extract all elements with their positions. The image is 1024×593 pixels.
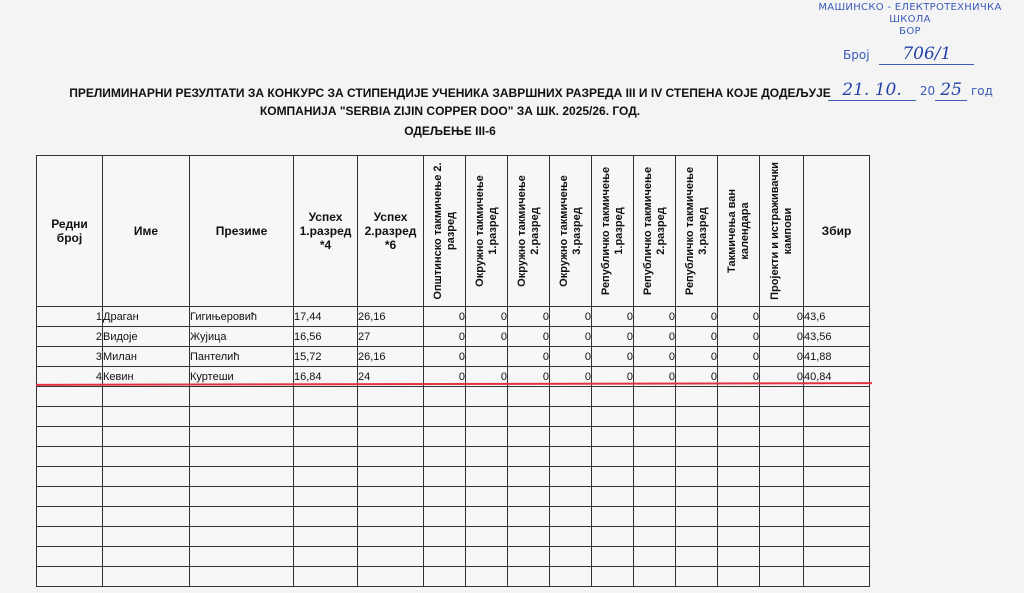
table-row <box>37 327 870 347</box>
school-name: МАШИНСКО - ЕЛЕКТРОТЕХНИЧКА ШКОЛА <box>818 2 1002 25</box>
cell-c1: 0 <box>424 307 466 327</box>
empty-cell <box>424 427 466 447</box>
empty-cell <box>634 407 676 427</box>
empty-cell <box>804 547 870 567</box>
header-c1: Општинско такмичење 2. разред <box>424 156 466 307</box>
empty-cell <box>676 467 718 487</box>
empty-cell <box>424 547 466 567</box>
empty-cell <box>190 527 294 547</box>
empty-cell <box>508 507 550 527</box>
empty-cell <box>718 447 760 467</box>
cell-c1: 0 <box>424 367 466 387</box>
cell-no: 1 <box>37 307 103 327</box>
empty-cell <box>466 387 508 407</box>
empty-cell <box>190 467 294 487</box>
empty-row <box>37 507 870 527</box>
empty-cell <box>592 567 634 587</box>
cell-sum: 41,88 <box>804 347 870 367</box>
date-year-suffix: 25 <box>935 80 967 101</box>
empty-cell <box>634 387 676 407</box>
empty-cell <box>37 407 103 427</box>
cell-c8: 0 <box>718 347 760 367</box>
cell-no: 4 <box>37 367 103 387</box>
empty-cell <box>37 507 103 527</box>
empty-cell <box>718 387 760 407</box>
empty-cell <box>508 447 550 467</box>
empty-cell <box>508 407 550 427</box>
empty-cell <box>634 447 676 467</box>
empty-cell <box>550 507 592 527</box>
empty-row <box>37 447 870 467</box>
empty-cell <box>424 567 466 587</box>
cell-c7: 0 <box>676 307 718 327</box>
empty-cell <box>358 427 424 447</box>
cell-c4: 0 <box>550 367 592 387</box>
empty-cell <box>676 547 718 567</box>
cell-c8: 0 <box>718 327 760 347</box>
empty-cell <box>804 407 870 427</box>
empty-cell <box>190 387 294 407</box>
empty-cell <box>508 487 550 507</box>
empty-cell <box>424 487 466 507</box>
empty-cell <box>804 567 870 587</box>
cell-g2: 26,16 <box>358 307 424 327</box>
empty-cell <box>676 507 718 527</box>
empty-cell <box>37 547 103 567</box>
empty-cell <box>760 407 804 427</box>
empty-cell <box>592 507 634 527</box>
cell-c7: 0 <box>676 367 718 387</box>
empty-cell <box>592 447 634 467</box>
empty-cell <box>634 567 676 587</box>
empty-cell <box>37 487 103 507</box>
empty-cell <box>676 427 718 447</box>
empty-row <box>37 467 870 487</box>
number-value: 706/1 <box>879 44 974 65</box>
empty-cell <box>804 487 870 507</box>
empty-cell <box>804 427 870 447</box>
cell-surname: Пантелић <box>190 347 294 367</box>
empty-cell <box>424 407 466 427</box>
empty-cell <box>103 467 190 487</box>
empty-cell <box>634 487 676 507</box>
cell-surname: Гигињеровић <box>190 307 294 327</box>
empty-cell <box>676 407 718 427</box>
empty-cell <box>718 487 760 507</box>
empty-cell <box>676 567 718 587</box>
year-label: год <box>970 84 993 98</box>
cell-c2: 0 <box>466 367 508 387</box>
empty-cell <box>103 527 190 547</box>
cell-c3: 0 <box>508 367 550 387</box>
header-c7: Републичко такмичење 3.разред <box>676 156 718 307</box>
empty-cell <box>466 547 508 567</box>
title-line-1: ПРЕЛИМИНАРНИ РЕЗУЛТАТИ ЗА КОНКУРС ЗА СТИПЕНДИЈЕ УЧЕНИКА ЗАВРШНИХ РАЗРЕДА III И IV СТЕПЕНА КОЈЕ ДОДЕЉУЈЕ <box>69 86 831 100</box>
empty-cell <box>760 427 804 447</box>
empty-cell <box>103 427 190 447</box>
school-city: БОР <box>899 26 921 37</box>
empty-cell <box>550 527 592 547</box>
cell-sum: 43,6 <box>804 307 870 327</box>
empty-cell <box>358 387 424 407</box>
empty-cell <box>804 507 870 527</box>
empty-cell <box>294 567 358 587</box>
empty-cell <box>718 547 760 567</box>
empty-cell <box>508 547 550 567</box>
cell-c6: 0 <box>634 307 676 327</box>
cell-c2: 0 <box>466 307 508 327</box>
empty-cell <box>37 527 103 547</box>
empty-cell <box>676 487 718 507</box>
empty-cell <box>466 527 508 547</box>
empty-cell <box>424 527 466 547</box>
empty-cell <box>294 447 358 467</box>
empty-cell <box>760 527 804 547</box>
results-table <box>36 155 870 587</box>
cell-c3: 0 <box>508 347 550 367</box>
empty-cell <box>424 447 466 467</box>
empty-cell <box>718 467 760 487</box>
cell-c2: 0 <box>466 327 508 347</box>
cell-c3: 0 <box>508 307 550 327</box>
empty-cell <box>634 547 676 567</box>
cell-c5: 0 <box>592 307 634 327</box>
empty-cell <box>190 407 294 427</box>
empty-row <box>37 427 870 447</box>
empty-cell <box>676 447 718 467</box>
empty-cell <box>424 467 466 487</box>
empty-cell <box>103 387 190 407</box>
empty-cell <box>760 547 804 567</box>
cell-c9: 0 <box>760 307 804 327</box>
empty-cell <box>550 467 592 487</box>
empty-row <box>37 387 870 407</box>
empty-cell <box>634 527 676 547</box>
empty-row <box>37 487 870 507</box>
cell-g2: 27 <box>358 327 424 347</box>
empty-cell <box>550 547 592 567</box>
empty-cell <box>592 527 634 547</box>
empty-cell <box>634 427 676 447</box>
table-row <box>37 347 870 367</box>
empty-cell <box>358 487 424 507</box>
empty-cell <box>718 507 760 527</box>
cell-sum: 43,56 <box>804 327 870 347</box>
header-c5: Републичко такмичење 1.разред <box>592 156 634 307</box>
empty-cell <box>508 387 550 407</box>
header-surname: Презиме <box>190 156 294 307</box>
empty-cell <box>466 447 508 467</box>
empty-cell <box>103 507 190 527</box>
empty-cell <box>37 447 103 467</box>
empty-cell <box>466 487 508 507</box>
cell-c8: 0 <box>718 307 760 327</box>
empty-cell <box>508 567 550 587</box>
empty-cell <box>37 467 103 487</box>
empty-cell <box>294 467 358 487</box>
empty-cell <box>294 427 358 447</box>
empty-cell <box>804 387 870 407</box>
cell-name: Драган <box>103 307 190 327</box>
header-c9: Пројекти и истраживачки кампови <box>760 156 804 307</box>
cell-g1: 16,56 <box>294 327 358 347</box>
empty-cell <box>294 547 358 567</box>
empty-cell <box>358 567 424 587</box>
empty-cell <box>466 467 508 487</box>
empty-cell <box>103 547 190 567</box>
cell-c4: 0 <box>550 327 592 347</box>
empty-cell <box>718 527 760 547</box>
empty-cell <box>466 407 508 427</box>
empty-cell <box>466 507 508 527</box>
empty-cell <box>466 567 508 587</box>
cell-surname: Жујица <box>190 327 294 347</box>
empty-cell <box>592 467 634 487</box>
empty-cell <box>424 387 466 407</box>
empty-cell <box>358 447 424 467</box>
document-date <box>828 80 993 101</box>
empty-cell <box>294 407 358 427</box>
cell-c1: 0 <box>424 347 466 367</box>
empty-cell <box>466 427 508 447</box>
empty-cell <box>294 487 358 507</box>
cell-c9: 0 <box>760 327 804 347</box>
header-c6: Републичко такмичење 2.разред <box>634 156 676 307</box>
cell-surname: Куртеши <box>190 367 294 387</box>
school-stamp <box>800 2 1020 38</box>
empty-cell <box>550 487 592 507</box>
empty-cell <box>508 467 550 487</box>
empty-cell <box>634 467 676 487</box>
empty-cell <box>550 427 592 447</box>
cell-g1: 16,84 <box>294 367 358 387</box>
empty-cell <box>358 407 424 427</box>
empty-cell <box>37 427 103 447</box>
table-row <box>37 307 870 327</box>
empty-cell <box>592 407 634 427</box>
empty-cell <box>550 387 592 407</box>
empty-cell <box>804 527 870 547</box>
cell-c8: 0 <box>718 367 760 387</box>
cell-c3: 0 <box>508 327 550 347</box>
empty-cell <box>358 527 424 547</box>
cell-g1: 15,72 <box>294 347 358 367</box>
empty-cell <box>718 407 760 427</box>
empty-cell <box>358 507 424 527</box>
empty-cell <box>592 387 634 407</box>
empty-cell <box>760 487 804 507</box>
empty-cell <box>760 567 804 587</box>
cell-no: 3 <box>37 347 103 367</box>
cell-c4: 0 <box>550 307 592 327</box>
document-number <box>843 44 974 65</box>
header-c3: Окружно такмичење 2.разред <box>508 156 550 307</box>
cell-c6: 0 <box>634 327 676 347</box>
number-label: Број <box>843 48 870 62</box>
empty-cell <box>760 387 804 407</box>
cell-c5: 0 <box>592 347 634 367</box>
empty-cell <box>508 427 550 447</box>
cell-name: Милан <box>103 347 190 367</box>
header-grade1: Успех 1.разред *4 <box>294 156 358 307</box>
date-day-month: 21. 10. <box>828 80 916 101</box>
empty-cell <box>592 547 634 567</box>
empty-cell <box>676 527 718 547</box>
empty-cell <box>294 387 358 407</box>
empty-cell <box>103 407 190 427</box>
empty-cell <box>508 527 550 547</box>
cell-c1: 0 <box>424 327 466 347</box>
header-no: Редни број <box>37 156 103 307</box>
empty-cell <box>592 487 634 507</box>
empty-cell <box>37 567 103 587</box>
empty-row <box>37 547 870 567</box>
cell-g2: 26,16 <box>358 347 424 367</box>
cell-sum: 40,84 <box>804 367 870 387</box>
cell-c9: 0 <box>760 347 804 367</box>
cell-g2: 24 <box>358 367 424 387</box>
empty-cell <box>718 427 760 447</box>
empty-cell <box>190 507 294 527</box>
cell-c6: 0 <box>634 347 676 367</box>
header-row <box>37 156 870 307</box>
empty-cell <box>550 407 592 427</box>
cell-c4: 0 <box>550 347 592 367</box>
header-grade2: Успех 2.разред *6 <box>358 156 424 307</box>
cell-c6: 0 <box>634 367 676 387</box>
empty-cell <box>190 447 294 467</box>
cell-c5: 0 <box>592 367 634 387</box>
date-year-prefix: 20 <box>919 84 936 98</box>
header-c2: Окружно такмичење 1.разред <box>466 156 508 307</box>
cell-c7: 0 <box>676 327 718 347</box>
empty-cell <box>37 387 103 407</box>
empty-cell <box>190 567 294 587</box>
empty-cell <box>103 487 190 507</box>
empty-row <box>37 567 870 587</box>
empty-cell <box>676 387 718 407</box>
cell-name: Видоје <box>103 327 190 347</box>
empty-cell <box>358 547 424 567</box>
header-c4: Окружно такмичење 3.разред <box>550 156 592 307</box>
title-line-2: КОМПАНИЈА "SERBIA ZIJIN COPPER DOO" ЗА ШК. 2025/26. ГОД. <box>259 104 641 118</box>
cell-no: 2 <box>37 327 103 347</box>
empty-cell <box>634 507 676 527</box>
header-name: Име <box>103 156 190 307</box>
empty-cell <box>804 467 870 487</box>
empty-cell <box>760 447 804 467</box>
title-line-3: ОДЕЉЕЊЕ III-6 <box>404 124 496 138</box>
empty-cell <box>103 447 190 467</box>
cell-c2 <box>466 347 508 367</box>
empty-row <box>37 407 870 427</box>
empty-cell <box>190 427 294 447</box>
empty-cell <box>190 547 294 567</box>
cell-c9: 0 <box>760 367 804 387</box>
empty-row <box>37 527 870 547</box>
header-c8: Такмичења ван календара <box>718 156 760 307</box>
empty-cell <box>550 567 592 587</box>
empty-cell <box>804 447 870 467</box>
empty-cell <box>294 527 358 547</box>
cell-name: Кевин <box>103 367 190 387</box>
empty-cell <box>424 507 466 527</box>
empty-cell <box>550 447 592 467</box>
empty-cell <box>592 427 634 447</box>
empty-cell <box>294 507 358 527</box>
header-sum: Збир <box>804 156 870 307</box>
empty-cell <box>718 567 760 587</box>
empty-cell <box>358 467 424 487</box>
empty-cell <box>103 567 190 587</box>
empty-cell <box>760 507 804 527</box>
cell-c5: 0 <box>592 327 634 347</box>
empty-cell <box>190 487 294 507</box>
empty-cell <box>760 467 804 487</box>
cell-g1: 17,44 <box>294 307 358 327</box>
cell-c7: 0 <box>676 347 718 367</box>
